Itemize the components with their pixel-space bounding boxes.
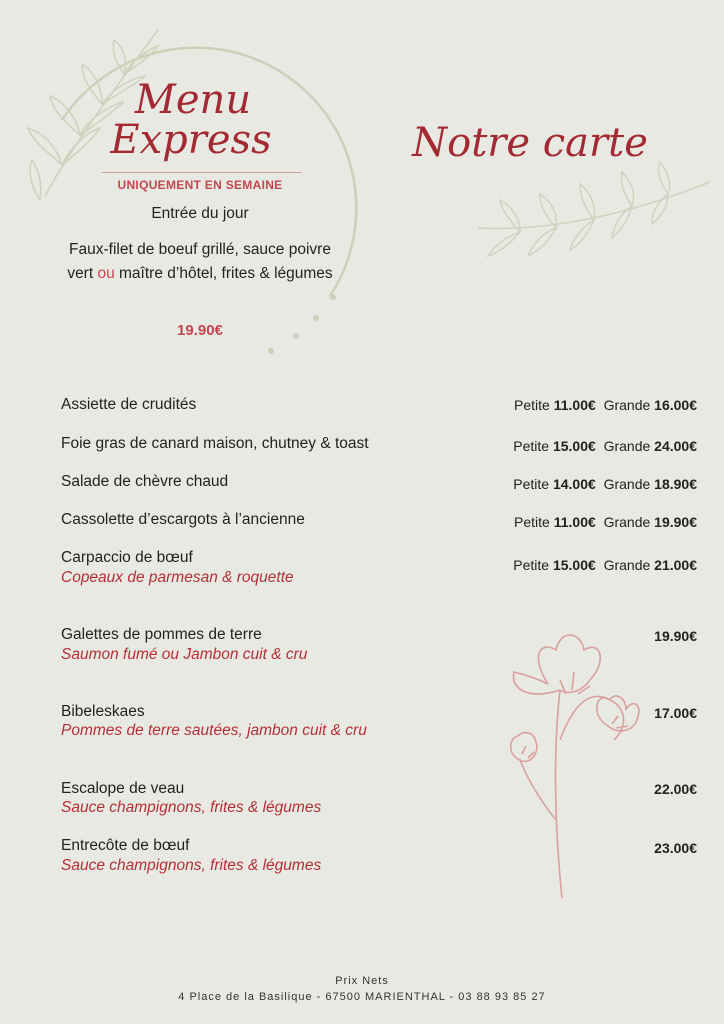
express-entree: Entrée du jour: [151, 205, 249, 222]
main-name: Escalope de veau: [61, 780, 185, 797]
express-price: 19.90€: [177, 322, 223, 339]
main-price: 22.00€: [654, 781, 697, 797]
main-desc: Sauce champignons, frites & légumes: [61, 799, 322, 816]
main-desc: Pommes de terre sautées, jambon cuit & cru: [61, 722, 367, 739]
starter-price: Petite 15.00€ Grande 21.00€: [513, 557, 697, 573]
main-name: Bibeleskaes: [61, 703, 145, 720]
main-name: Galettes de pommes de terre: [61, 626, 262, 643]
express-title-express: Express: [110, 117, 272, 163]
express-subtitle: UNIQUEMENT EN SEMAINE: [117, 178, 283, 192]
express-plat-part2: maître d’hôtel, frites & légumes: [114, 265, 333, 282]
leaf-branch-icon: [478, 162, 710, 256]
main-name: Entrecôte de bœuf: [61, 837, 190, 854]
starter-name: Cassolette d’escargots à l’ancienne: [61, 511, 305, 528]
main-price: 19.90€: [654, 628, 697, 644]
express-divider: [102, 172, 302, 173]
starter-name: Carpaccio de bœuf: [61, 549, 193, 566]
starter-price: Petite 14.00€ Grande 18.90€: [513, 476, 697, 492]
starter-desc: Copeaux de parmesan & roquette: [61, 569, 294, 586]
express-plat-ou: ou: [97, 265, 115, 282]
footer-address: 4 Place de la Basilique - 67500 MARIENTHAL - 03 88 93 85 27: [178, 991, 546, 1003]
express-title-menu: Menu: [134, 77, 252, 123]
footer-note: Prix Nets: [335, 975, 389, 987]
starter-price: Petite 11.00€ Grande 16.00€: [514, 397, 697, 413]
starter-price: Petite 15.00€ Grande 24.00€: [513, 438, 697, 454]
main-desc: Sauce champignons, frites & légumes: [61, 857, 322, 874]
starter-name: Salade de chèvre chaud: [61, 473, 229, 490]
starter-price: Petite 11.00€ Grande 19.90€: [514, 514, 697, 530]
main-price: 23.00€: [654, 840, 697, 856]
express-plat: [56, 238, 344, 286]
flower-icon: [511, 635, 639, 898]
main-price: 17.00€: [654, 705, 697, 721]
main-desc: Saumon fumé ou Jambon cuit & cru: [61, 646, 308, 663]
express-plat-part1: Faux-filet de boeuf grillé, sauce poivre vert: [67, 241, 331, 282]
starter-name: Assiette de crudités: [61, 396, 197, 413]
starter-name: Foie gras de canard maison, chutney & toast: [61, 435, 369, 452]
carte-title: Notre carte: [412, 120, 648, 166]
